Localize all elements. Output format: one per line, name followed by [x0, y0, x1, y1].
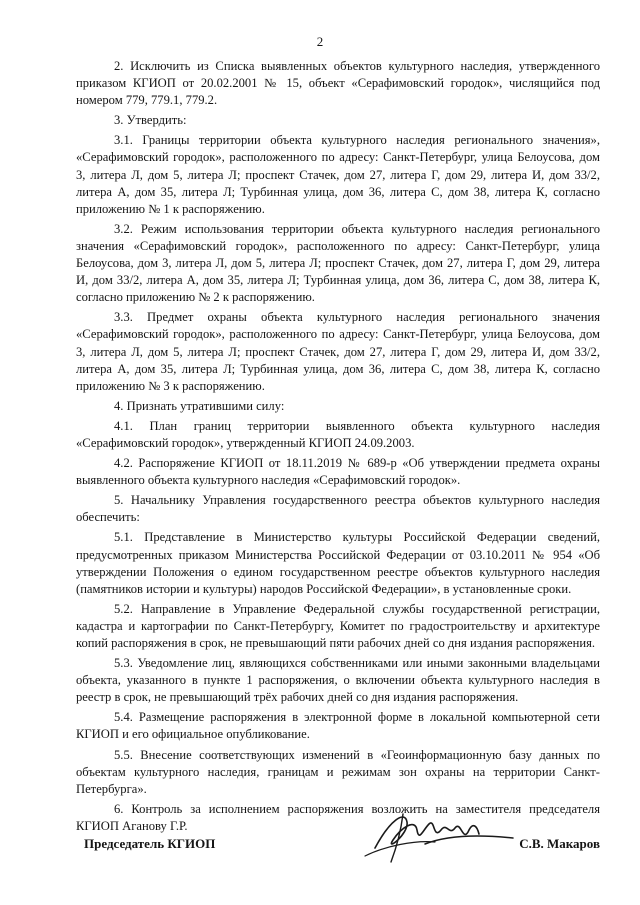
- page-number: 2: [316, 34, 324, 49]
- paragraph-item-3-1: 3.1. Границы территории объекта культурного наследия регионального значения», «Серафимовский городок», расположенного по адресу: Санкт-Петербург, улица Белоусова, дом 3, литера Л, дом 5, литера Л; проспект Стачек, дом 27, литера Г, дом 29, литера И, дом 33/2, литера А, дом 35, литера Л; Турбинная улица, дом 36, литера С, дом 38, литера К, согласно приложению № 1 к распоряжению.: [76, 133, 600, 216]
- paragraph-item-4-2: 4.2. Распоряжение КГИОП от 18.11.2019 № 689-р «Об утверждении предмета охраны выявленного объекта культурного наследия «Серафимовский городок».: [76, 456, 600, 488]
- signatory-name: С.В. Макаров: [519, 836, 600, 851]
- paragraph-item-4: 4. Признать утратившими силу:: [114, 398, 285, 413]
- paragraph-item-5-4: 5.4. Размещение распоряжения в электронной форме в локальной компьютерной сети КГИОП и его официальное опубликование.: [76, 710, 600, 742]
- document-body: [76, 58, 600, 838]
- paragraph-item-6: 6. Контроль за исполнением распоряжения возложить на заместителя председателя КГИОП Аганову Г.Р.: [76, 801, 600, 833]
- paragraph-item-3-2: 3.2. Режим использования территории объекта культурного наследия регионального значения «Серафимовский городок», расположенного по адресу: Санкт-Петербург, улица Белоусова, дом 3, литера Л, дом 5, литера Л; проспект Стачек, дом 27, литера Г, дом 29, литера И, дом 33/2, литера А, дом 35, литера Л; Турбинная улица, дом 36, литера С, дом 38, литера К, согласно приложению № 2 к распоряжению.: [76, 221, 600, 305]
- paragraph-item-3: 3. Утвердить:: [114, 113, 187, 128]
- paragraph-item-5-2: 5.2. Направление в Управление Федеральной службы государственной регистрации, кадастра и картографии по Санкт-Петербургу, Комитет по градостроительству и архитектуре копий распоряжения в срок, не превышающий пяти рабочих дней со дня издания распоряжения.: [76, 601, 600, 650]
- paragraph-item-2: 2. Исключить из Списка выявленных объектов культурного наследия, утвержденного приказом КГИОП от 20.02.2001 № 15, объект «Серафимовский городок», числящийся под номером 779, 779.1, 779.2.: [76, 59, 600, 108]
- paragraph-item-4-1: 4.1. План границ территории выявленного объекта культурного наследия «Серафимовский городок», утвержденный КГИОП 24.09.2003.: [76, 418, 600, 450]
- paragraph-item-5-3: 5.3. Уведомление лиц, являющихся собственниками или иными законными владельцами объекта, указанного в пункте 1 распоряжения, о включении объекта культурного наследия в реестр в срок, не превышающий трёх рабочих дней со дня издания распоряжения.: [76, 656, 600, 705]
- paragraph-item-5-1: 5.1. Представление в Министерство культуры Российской Федерации сведений, предусмотренных приказом Министерства Российской Федерации от 03.10.2011 № 954 «Об утверждении Положения о едином государственном реестре объектов культурного наследия (памятников истории и культуры) народов Российской Федерации», в установленные сроки.: [76, 530, 600, 596]
- paragraph-item-3-3: 3.3. Предмет охраны объекта культурного наследия регионального значения «Серафимовский городок», расположенного по адресу: Санкт-Петербург, улица Белоусова, дом 3, литера Л, дом 5, литера Л; проспект Стачек, дом 27, литера Г, дом 29, литера И, дом 33/2, литера А, дом 35, литера Л; Турбинная улица, дом 36, литера С, дом 38, литера К, согласно приложению № 3 к распоряжению.: [76, 310, 600, 393]
- paragraph-item-5-5: 5.5. Внесение соответствующих изменений в «Геоинформационную базу данных по объектам культурного наследия, границам и режимам зон охраны на территории Санкт-Петербурга».: [76, 747, 600, 796]
- signatory-position: Председатель КГИОП: [84, 836, 216, 851]
- signature-block: [76, 836, 600, 860]
- paragraph-item-5: 5. Начальнику Управления государственного реестра объектов культурного наследия обеспечить:: [76, 493, 600, 525]
